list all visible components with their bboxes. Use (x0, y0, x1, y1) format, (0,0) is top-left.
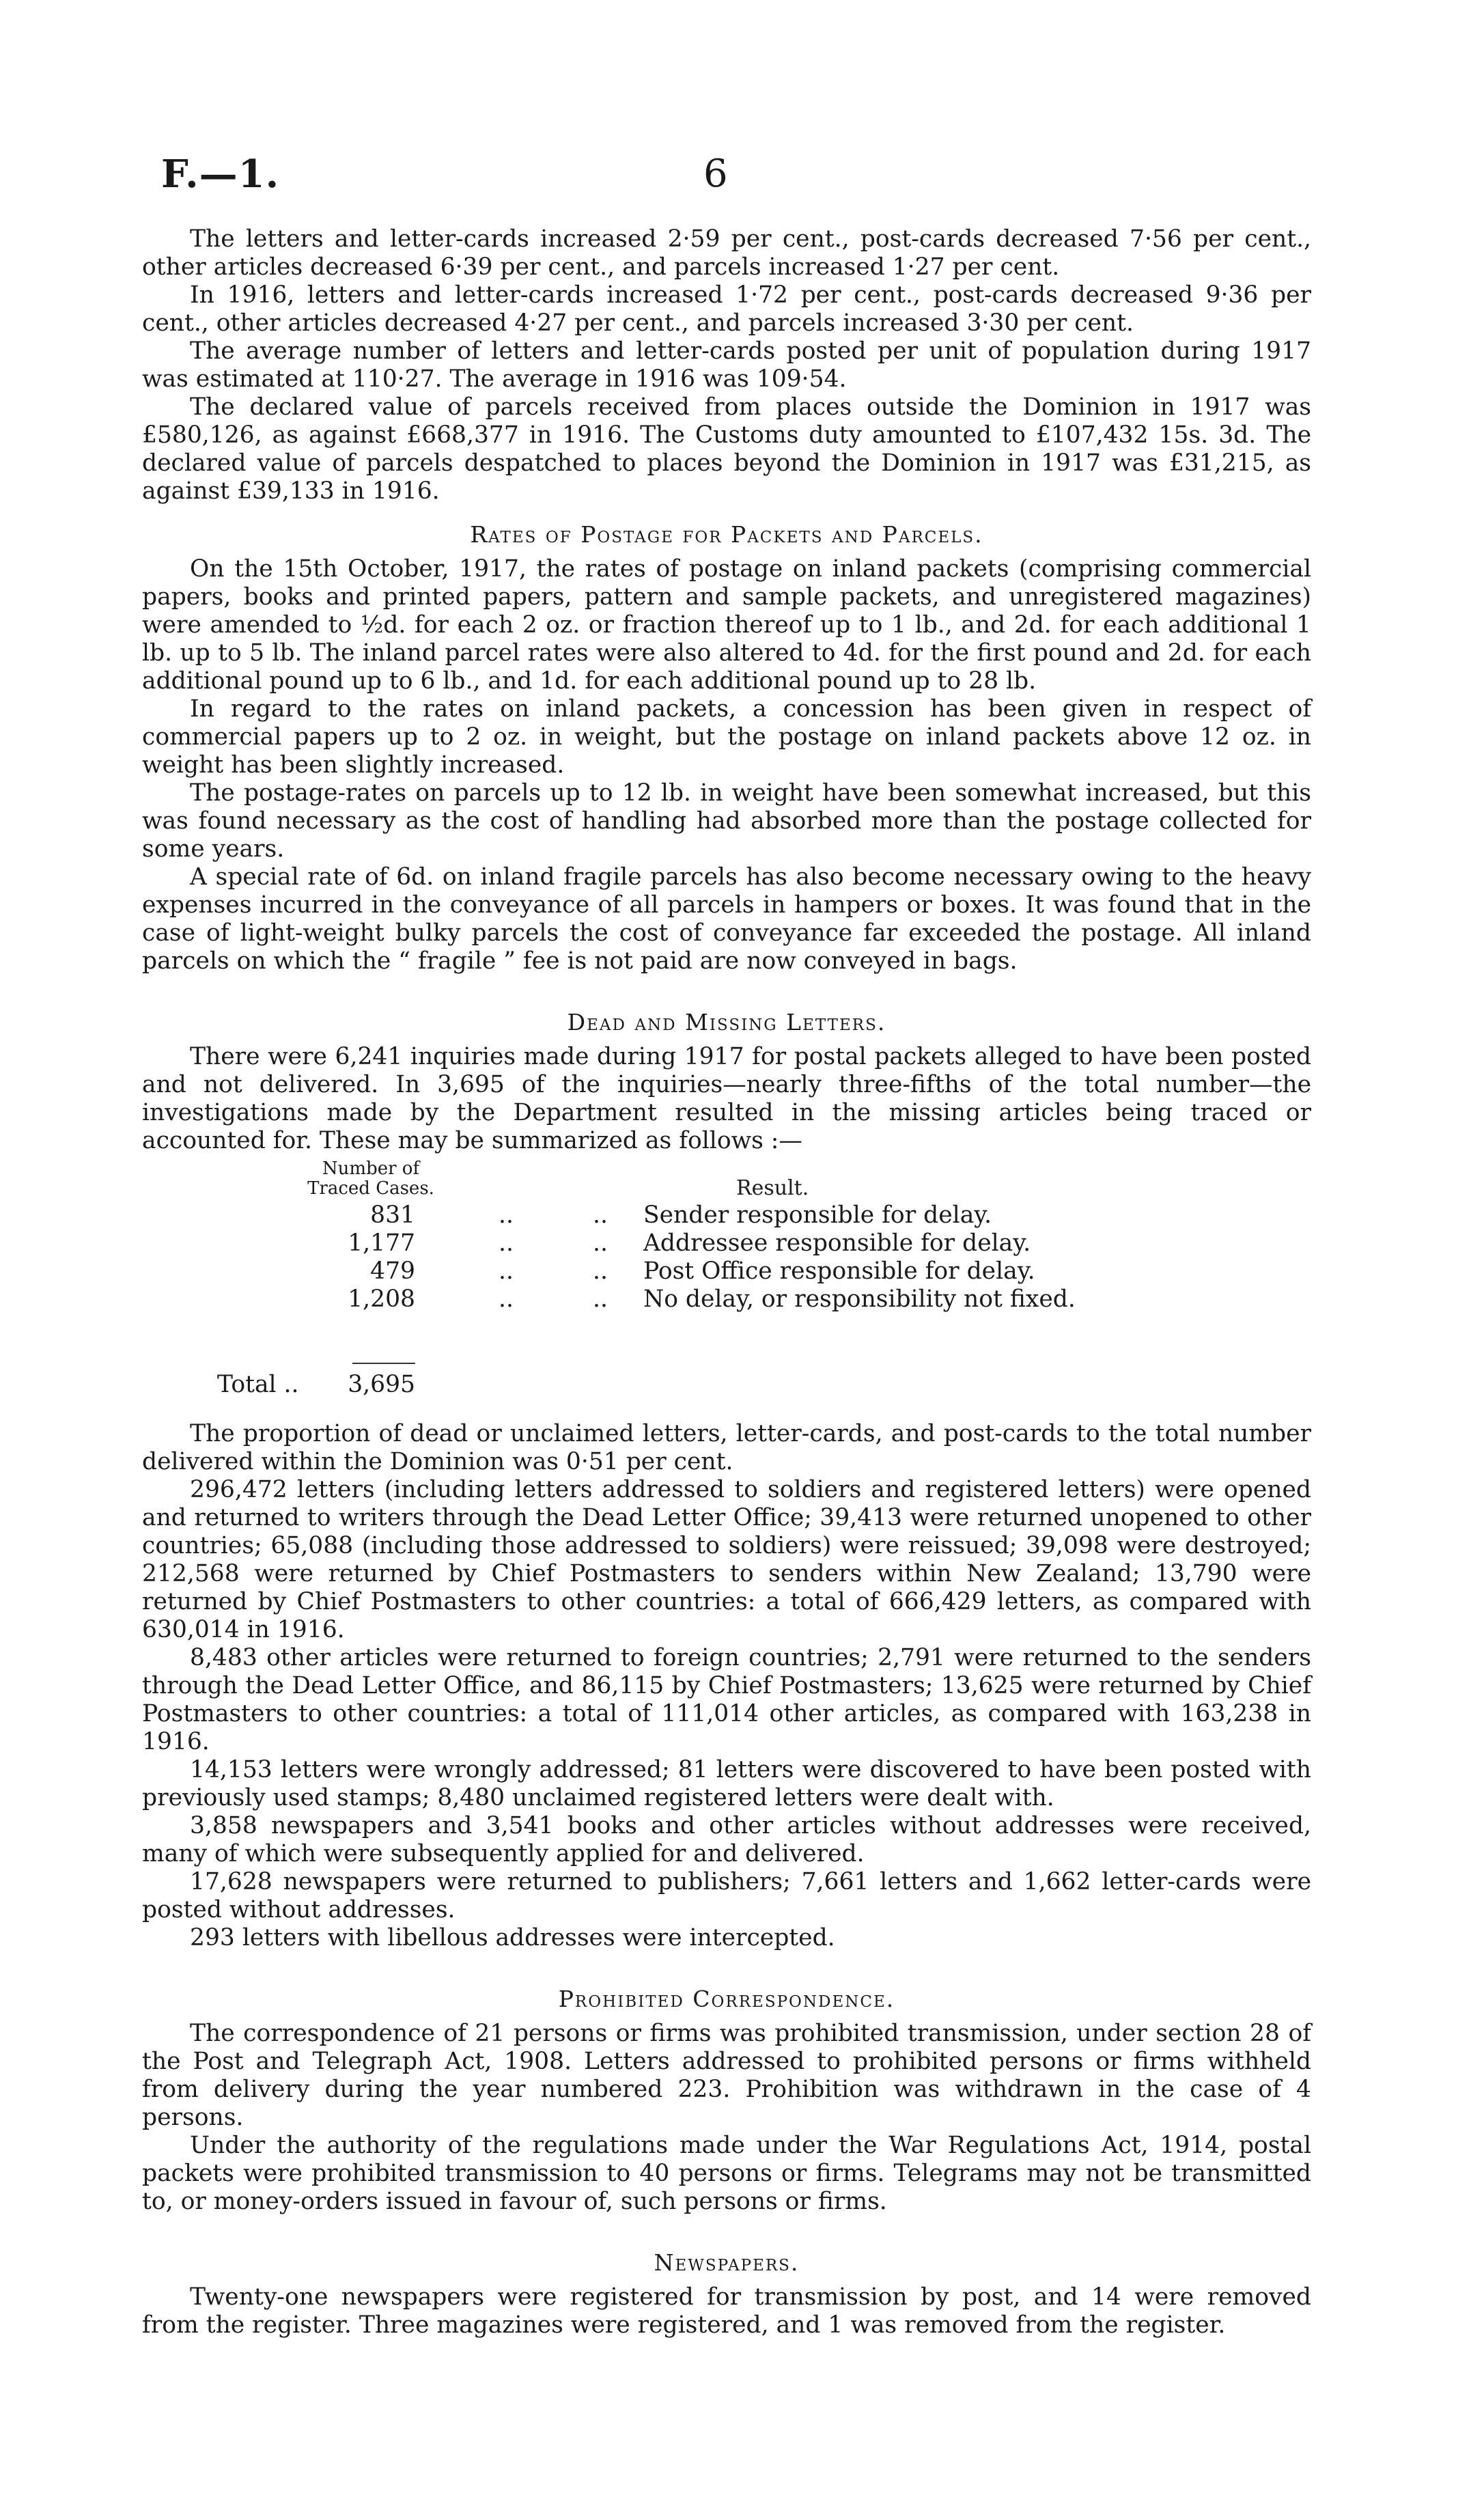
result-text: Sender responsible for delay. (643, 1201, 992, 1229)
traced-count: 1,208 (348, 1285, 415, 1313)
paragraph: In regard to the rates on inland packets, a concession has been given in respect of commercial papers up to 2 oz. in weight, but the postage on inland packets above 12 oz. in weight has been slightly increased. (142, 695, 1311, 779)
leader-dots: .. (593, 1257, 608, 1285)
table-row (142, 1257, 1166, 1285)
section-heading-dead-letters: Dead and Missing Letters. (567, 1009, 886, 1035)
table-row (142, 1229, 1166, 1257)
traced-count: 831 (370, 1201, 415, 1229)
paragraph: The correspondence of 21 persons or firms was prohibited transmission, under section 28 of the Post and Telegraph Act, 1908. Letters addressed to prohibited persons or firms withheld from delivery during the year numbered 223. Prohibition was withdrawn in the case of 4 persons. (142, 2020, 1311, 2131)
traced-count: 1,177 (348, 1229, 415, 1257)
paragraph: 293 letters with libellous addresses were intercepted. (190, 1924, 835, 1951)
table-row (142, 1201, 1166, 1229)
leader-dots: .. (593, 1201, 608, 1229)
paragraph: There were 6,241 inquiries made during 1917 for postal packets alleged to have been posted and not delivered. In 3,695 of the inquiries—nearly three-fifths of the total number—the investigations made by the Department resulted in the missing articles being traced or accounted for. These may be summarized as follows :— (142, 1043, 1311, 1154)
traced-count: 479 (370, 1257, 415, 1285)
paragraph: 296,472 letters (including letters addressed to soldiers and registered letters) were opened and returned to writers through the Dead Letter Office; 39,413 were returned unopened to other countries; 65,088 (including those addressed to soldiers) were reissued; 39,098 were destroyed; 212,568 were returned by Chief Postmasters to senders within New Zealand; 13,790 were returned by Chief Postmasters to other countries: a total of 666,429 letters, as compared with 630,014 in 1916. (142, 1476, 1311, 1643)
paragraph: 3,858 newspapers and 3,541 books and other articles without addresses were received, many of which were subsequently applied for and delivered. (142, 1812, 1311, 1867)
leader-dots: .. (593, 1229, 608, 1257)
paragraph: The proportion of dead or unclaimed letters, letter-cards, and post-cards to the total number delivered within the Dominion was 0·51 per cent. (142, 1420, 1311, 1475)
page-body (142, 225, 1311, 2339)
paragraph: In 1916, letters and letter-cards increased 1·72 per cent., post-cards decreased 9·36 per cent., other articles decreased 4·27 per cent., and parcels increased 3·30 per cent. (142, 281, 1311, 337)
paragraph: The postage-rates on parcels up to 12 lb. in weight have been somewhat increased, but this was found necessary as the cost of handling had absorbed more than the postage collected for some years. (142, 779, 1311, 863)
paragraph: The average number of letters and letter-cards posted per unit of population during 1917 was estimated at 110·27. The average in 1916 was 109·54. (142, 337, 1311, 393)
page-number: 6 (703, 152, 728, 196)
leader-dots: .. (499, 1201, 514, 1229)
total-label: Total .. (217, 1371, 299, 1398)
paragraph: 8,483 other articles were returned to foreign countries; 2,791 were returned to the senders through the Dead Letter Office, and 86,115 by Chief Postmasters; 13,625 were returned by Chief Postmasters to other countries: a total of 111,014 other articles, as compared with 163,238 in 1916. (142, 1644, 1311, 1755)
total-rule (352, 1363, 415, 1364)
paragraph: Under the authority of the regulations made under the War Regulations Act, 1914, postal packets were prohibited transmission to 40 persons or firms. Telegrams may not be transmitted to, or money-orders issued in favour of, such persons or firms. (142, 2132, 1311, 2215)
table-header-number: Number of Traced Cases. (307, 1158, 434, 1199)
section-heading-rates: Rates of Postage for Packets and Parcels. (470, 521, 983, 548)
paragraph: 14,153 letters were wrongly addressed; 81 letters were discovered to have been posted with previously used stamps; 8,480 unclaimed registered letters were dealt with. (142, 1756, 1311, 1811)
leader-dots: .. (499, 1285, 514, 1313)
section-heading-prohibited: Prohibited Correspondence. (558, 1986, 895, 2012)
paragraph: A special rate of 6d. on inland fragile parcels has also become necessary owing to the heavy expenses incurred in the conveyance of all parcels in hampers or boxes. It was found that in the case of light-weight bulky parcels the cost of conveyance far exceeded the postage. All inland parcels on which the “ fragile ” fee is not paid are now conveyed in bags. (142, 863, 1311, 975)
result-text: Post Office responsible for delay. (643, 1257, 1035, 1285)
document-reference: F.—1. (161, 152, 280, 197)
table-row (142, 1285, 1166, 1313)
total-value: 3,695 (348, 1371, 415, 1398)
table-header-result: Result. (736, 1176, 809, 1200)
traced-cases-table (142, 1159, 1311, 1420)
paragraph: The declared value of parcels received from places outside the Dominion in 1917 was £580,126, as against £668,377 in 1916. The Customs duty amounted to £107,432 15s. 3d. The declared value of parcels despatched to places beyond the Dominion in 1917 was £31,215, as against £39,133 in 1916. (142, 393, 1311, 505)
leader-dots: .. (499, 1257, 514, 1285)
result-text: Addressee responsible for delay. (643, 1229, 1031, 1257)
paragraph: 17,628 newspapers were returned to publishers; 7,661 letters and 1,662 letter-cards were posted without addresses. (142, 1868, 1311, 1923)
section-heading-newspapers: Newspapers. (654, 2249, 800, 2276)
paragraph: Twenty-one newspapers were registered for transmission by post, and 14 were removed from the register. Three magazines were registered, and 1 was removed from the register. (142, 2283, 1311, 2339)
result-text: No delay, or responsibility not fixed. (643, 1285, 1076, 1313)
paragraph: The letters and letter-cards increased 2·59 per cent., post-cards decreased 7·56 per cent., other articles decreased 6·39 per cent., and parcels increased 1·27 per cent. (142, 225, 1311, 281)
paragraph: On the 15th October, 1917, the rates of postage on inland packets (comprising commercial papers, books and printed papers, pattern and sample packets, and unregistered magazines) were amended to ½d. for each 2 oz. or fraction thereof up to 1 lb., and 2d. for each additional 1 lb. up to 5 lb. The inland parcel rates were also altered to 4d. for the first pound and 2d. for each additional pound up to 6 lb., and 1d. for each additional pound up to 28 lb. (142, 555, 1311, 695)
leader-dots: .. (593, 1285, 608, 1313)
leader-dots: .. (499, 1229, 514, 1257)
